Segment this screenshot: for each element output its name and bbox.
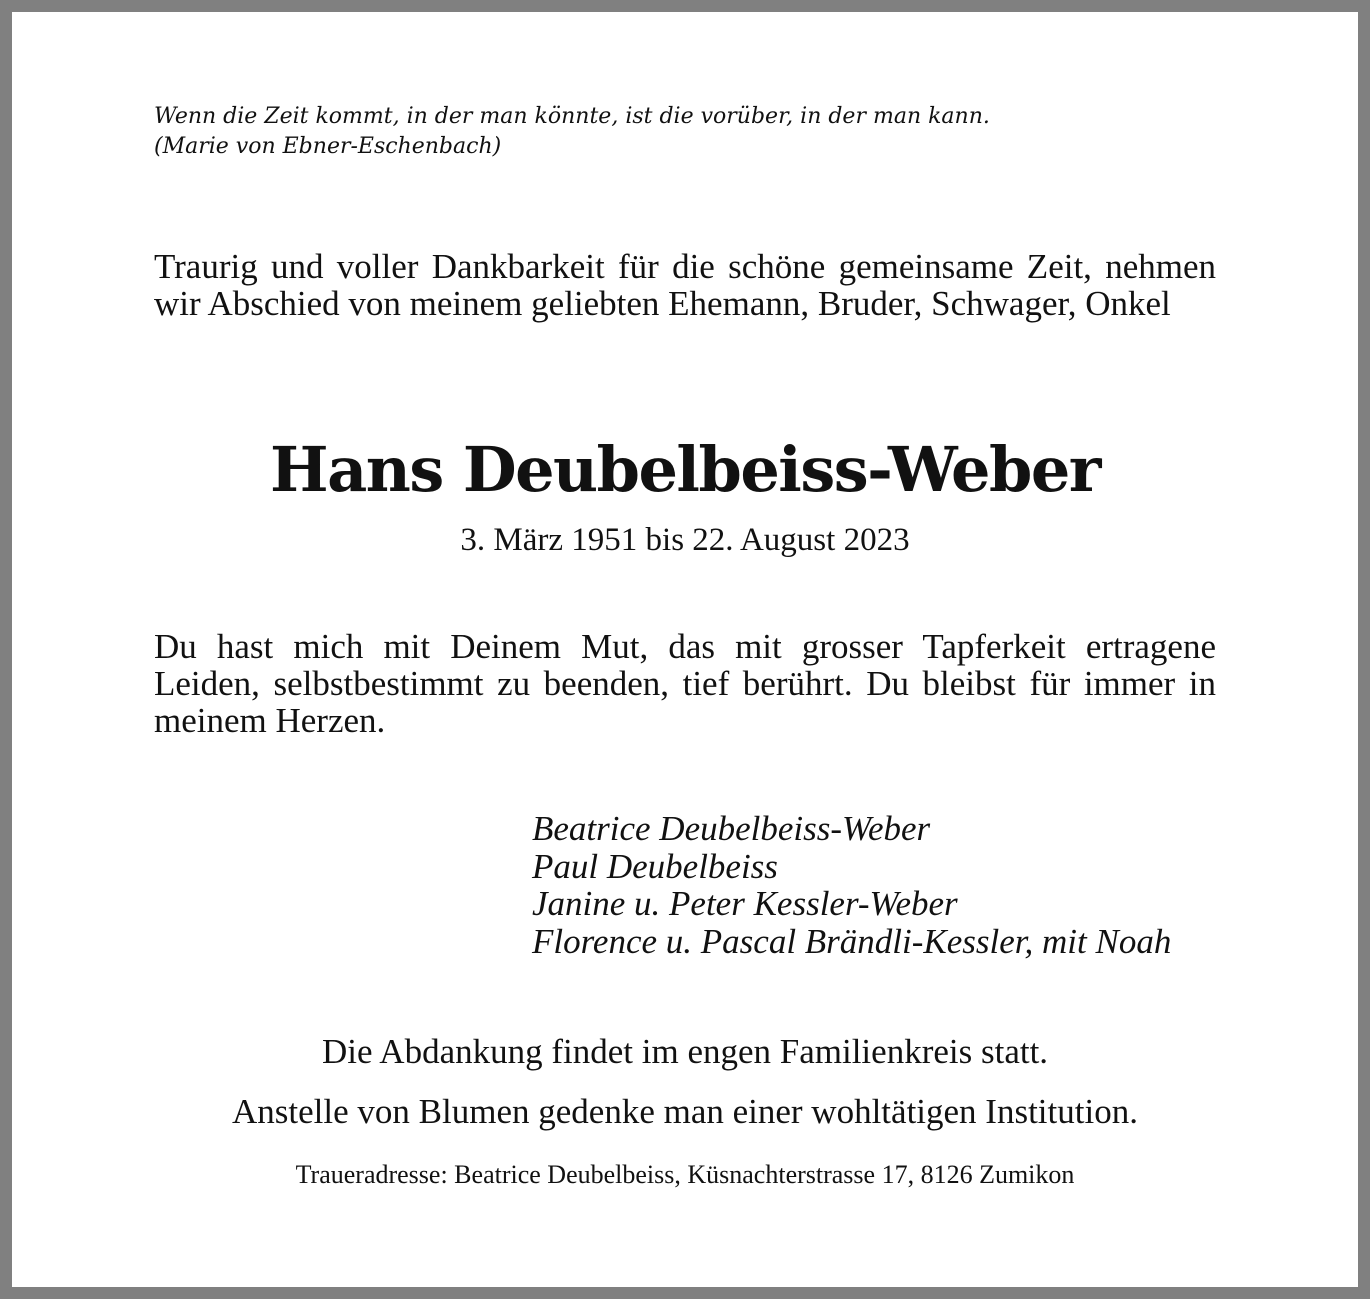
signer: Janine u. Peter Kessler-Weber bbox=[532, 884, 958, 923]
ceremony-notice: Die Abdankung findet im engen Familienkreis statt. bbox=[321, 1032, 1049, 1071]
quote-author: (Marie von Ebner-Eschenbach) bbox=[154, 134, 502, 159]
life-dates: 3. März 1951 bis 22. August 2023 bbox=[460, 522, 910, 558]
obituary-page bbox=[12, 12, 1358, 1287]
mourning-address: Traueradresse: Beatrice Deubelbeiss, Küsnachterstrasse 17, 8126 Zumikon bbox=[295, 1160, 1075, 1189]
deceased-name: Hans Deubelbeiss-Weber bbox=[270, 433, 1100, 506]
signer: Beatrice Deubelbeiss-Weber bbox=[532, 809, 931, 848]
signer: Paul Deubelbeiss bbox=[532, 846, 778, 886]
intro-paragraph: Traurig und voller Dankbarkeit für die schöne gemeinsame Zeit, nehmen wir Abschied von meinem geliebten Ehemann, Bruder, Schwager, Onkel bbox=[154, 247, 1216, 323]
donation-notice: Anstelle von Blumen gedenke man einer wohltätigen Institution. bbox=[232, 1092, 1138, 1131]
farewell-message: Du hast mich mit Deinem Mut, das mit grosser Tapferkeit ertragene Leiden, selbstbestimmt zu beenden, tief berührt. Du bleibst für immer in meinem Herzen. bbox=[154, 627, 1216, 740]
quote-text: Wenn die Zeit kommt, in der man könnte, ist die vorüber, in der man kann. bbox=[154, 104, 990, 129]
motto-quote bbox=[154, 102, 1154, 162]
signers-list bbox=[532, 810, 1352, 960]
signer: Florence u. Pascal Brändli-Kessler, mit Noah bbox=[532, 921, 1172, 961]
